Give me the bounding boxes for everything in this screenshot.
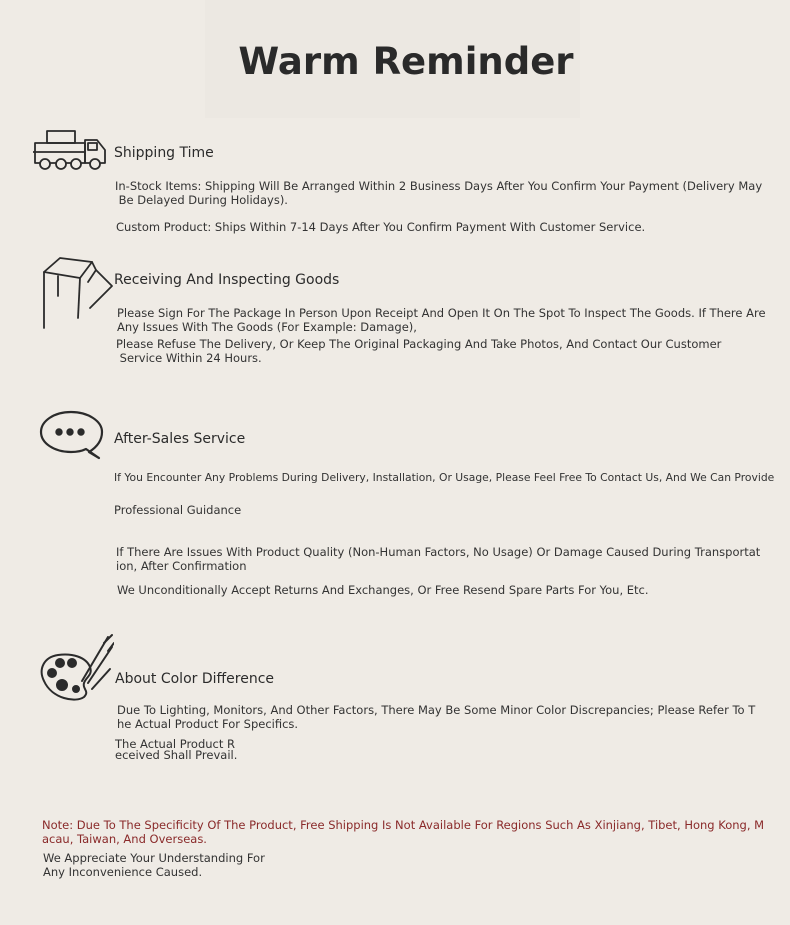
chat-bubble-icon bbox=[39, 410, 105, 462]
after-sales-contact: If You Encounter Any Problems During Delivery, Installation, Or Usage, Please Feel Free To Contact Us, And We Can Provide bbox=[114, 471, 775, 484]
page-title: Warm Reminder bbox=[238, 40, 574, 83]
receiving-refuse-line1: Please Refuse The Delivery, Or Keep The Original Packaging And Take Photos, And Contact Our Customer bbox=[116, 337, 722, 351]
receiving-sign-line2: Any Issues With The Goods (For Example: Damage), bbox=[117, 320, 417, 334]
truck-icon bbox=[33, 128, 107, 174]
palette-icon bbox=[38, 633, 114, 705]
color-prevail-line1: The Actual Product R bbox=[115, 737, 236, 751]
receiving-heading: Receiving And Inspecting Goods bbox=[114, 272, 340, 288]
receiving-refuse-line2: Service Within 24 Hours. bbox=[116, 351, 262, 365]
color-discrepancy-line1: Due To Lighting, Monitors, And Other Factors, There May Be Some Minor Color Discrepancies; Please Refer To T bbox=[117, 703, 756, 717]
receiving-sign-line1: Please Sign For The Package In Person Upon Receipt And Open It On The Spot To Inspect The Goods. If There Are bbox=[117, 306, 766, 320]
color-prevail-line2: eceived Shall Prevail. bbox=[115, 748, 238, 762]
shipping-note-line1: Note: Due To The Specificity Of The Product, Free Shipping Is Not Available For Regions Such As Xinjiang, Tibet, Hong Kong, M bbox=[42, 818, 765, 832]
thanks-line1: We Appreciate Your Understanding For bbox=[43, 851, 265, 865]
shipping-note-line2: acau, Taiwan, And Overseas. bbox=[42, 832, 207, 846]
box-icon bbox=[40, 256, 116, 332]
shipping-instock-line2: Be Delayed During Holidays). bbox=[115, 193, 288, 207]
shipping-instock-line1: In-Stock Items: Shipping Will Be Arranged Within 2 Business Days After You Confirm Your Payment (Delivery May bbox=[115, 179, 763, 193]
shipping-heading: Shipping Time bbox=[114, 145, 214, 161]
after-sales-heading: After-Sales Service bbox=[114, 431, 246, 447]
color-discrepancy-line2: he Actual Product For Specifics. bbox=[117, 717, 299, 731]
shipping-custom: Custom Product: Ships Within 7-14 Days After You Confirm Payment With Customer Service. bbox=[116, 220, 646, 234]
after-sales-quality-line2: ion, After Confirmation bbox=[116, 559, 247, 573]
color-heading: About Color Difference bbox=[115, 671, 275, 687]
after-sales-guidance: Professional Guidance bbox=[114, 503, 242, 517]
thanks-line2: Any Inconvenience Caused. bbox=[43, 865, 203, 879]
after-sales-returns: We Unconditionally Accept Returns And Exchanges, Or Free Resend Spare Parts For You, Etc. bbox=[117, 583, 649, 597]
after-sales-quality-line1: If There Are Issues With Product Quality (Non-Human Factors, No Usage) Or Damage Caused During Transportat bbox=[116, 545, 761, 559]
